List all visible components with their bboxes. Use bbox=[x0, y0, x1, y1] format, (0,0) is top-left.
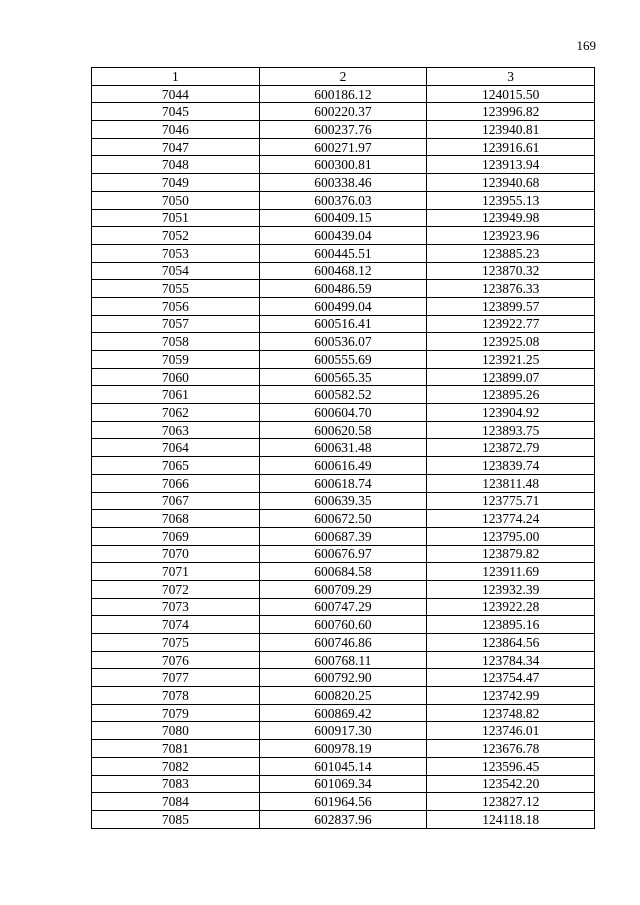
y-coordinate-cell: 123872.79 bbox=[427, 439, 595, 457]
y-coordinate-cell: 123676.78 bbox=[427, 740, 595, 758]
y-coordinate-cell: 123996.82 bbox=[427, 103, 595, 121]
point-number-cell: 7081 bbox=[92, 740, 260, 758]
point-number-cell: 7055 bbox=[92, 280, 260, 298]
point-number-cell: 7074 bbox=[92, 616, 260, 634]
x-coordinate-cell: 600760.60 bbox=[259, 616, 427, 634]
table-row bbox=[92, 121, 595, 139]
table-row bbox=[92, 634, 595, 652]
column-header-2: 2 bbox=[259, 68, 427, 86]
x-coordinate-cell: 600237.76 bbox=[259, 121, 427, 139]
y-coordinate-cell: 123596.45 bbox=[427, 757, 595, 775]
point-number-cell: 7078 bbox=[92, 687, 260, 705]
y-coordinate-cell: 123885.23 bbox=[427, 244, 595, 262]
y-coordinate-cell: 123893.75 bbox=[427, 421, 595, 439]
y-coordinate-cell: 123913.94 bbox=[427, 156, 595, 174]
y-coordinate-cell: 123864.56 bbox=[427, 634, 595, 652]
y-coordinate-cell: 123775.71 bbox=[427, 492, 595, 510]
point-number-cell: 7053 bbox=[92, 244, 260, 262]
y-coordinate-cell: 123922.28 bbox=[427, 598, 595, 616]
table-row bbox=[92, 616, 595, 634]
table-row bbox=[92, 368, 595, 386]
x-coordinate-cell: 600271.97 bbox=[259, 138, 427, 156]
x-coordinate-cell: 600618.74 bbox=[259, 474, 427, 492]
x-coordinate-cell: 600439.04 bbox=[259, 227, 427, 245]
table-row bbox=[92, 740, 595, 758]
x-coordinate-cell: 600186.12 bbox=[259, 85, 427, 103]
point-number-cell: 7054 bbox=[92, 262, 260, 280]
point-number-cell: 7044 bbox=[92, 85, 260, 103]
x-coordinate-cell: 600792.90 bbox=[259, 669, 427, 687]
point-number-cell: 7045 bbox=[92, 103, 260, 121]
y-coordinate-cell: 123895.26 bbox=[427, 386, 595, 404]
x-coordinate-cell: 600445.51 bbox=[259, 244, 427, 262]
x-coordinate-cell: 600620.58 bbox=[259, 421, 427, 439]
x-coordinate-cell: 600746.86 bbox=[259, 634, 427, 652]
point-number-cell: 7058 bbox=[92, 333, 260, 351]
page-number: 169 bbox=[576, 38, 596, 53]
table-row bbox=[92, 333, 595, 351]
table-row bbox=[92, 651, 595, 669]
point-number-cell: 7060 bbox=[92, 368, 260, 386]
table-row bbox=[92, 757, 595, 775]
x-coordinate-cell: 600687.39 bbox=[259, 527, 427, 545]
point-number-cell: 7075 bbox=[92, 634, 260, 652]
x-coordinate-cell: 600672.50 bbox=[259, 510, 427, 528]
x-coordinate-cell: 600917.30 bbox=[259, 722, 427, 740]
table-row bbox=[92, 85, 595, 103]
point-number-cell: 7072 bbox=[92, 580, 260, 598]
y-coordinate-cell: 123921.25 bbox=[427, 351, 595, 369]
point-number-cell: 7051 bbox=[92, 209, 260, 227]
y-coordinate-cell: 123916.61 bbox=[427, 138, 595, 156]
point-number-cell: 7059 bbox=[92, 351, 260, 369]
table-body bbox=[92, 85, 595, 828]
y-coordinate-cell: 123870.32 bbox=[427, 262, 595, 280]
table-row bbox=[92, 262, 595, 280]
table-row bbox=[92, 209, 595, 227]
table-row bbox=[92, 280, 595, 298]
y-coordinate-cell: 123879.82 bbox=[427, 545, 595, 563]
point-number-cell: 7068 bbox=[92, 510, 260, 528]
point-number-cell: 7071 bbox=[92, 563, 260, 581]
y-coordinate-cell: 124015.50 bbox=[427, 85, 595, 103]
point-number-cell: 7066 bbox=[92, 474, 260, 492]
y-coordinate-cell: 124118.18 bbox=[427, 810, 595, 828]
point-number-cell: 7048 bbox=[92, 156, 260, 174]
y-coordinate-cell: 123754.47 bbox=[427, 669, 595, 687]
y-coordinate-cell: 123748.82 bbox=[427, 704, 595, 722]
y-coordinate-cell: 123923.96 bbox=[427, 227, 595, 245]
x-coordinate-cell: 600516.41 bbox=[259, 315, 427, 333]
table-row bbox=[92, 297, 595, 315]
table-row bbox=[92, 810, 595, 828]
x-coordinate-cell: 600676.97 bbox=[259, 545, 427, 563]
y-coordinate-cell: 123827.12 bbox=[427, 793, 595, 811]
column-header-1: 1 bbox=[92, 68, 260, 86]
table-row bbox=[92, 138, 595, 156]
y-coordinate-cell: 123774.24 bbox=[427, 510, 595, 528]
y-coordinate-cell: 123839.74 bbox=[427, 457, 595, 475]
table-row bbox=[92, 474, 595, 492]
column-header-3: 3 bbox=[427, 68, 595, 86]
y-coordinate-cell: 123925.08 bbox=[427, 333, 595, 351]
point-number-cell: 7070 bbox=[92, 545, 260, 563]
point-number-cell: 7062 bbox=[92, 404, 260, 422]
table-row bbox=[92, 527, 595, 545]
x-coordinate-cell: 600820.25 bbox=[259, 687, 427, 705]
table-row bbox=[92, 492, 595, 510]
x-coordinate-cell: 600555.69 bbox=[259, 351, 427, 369]
point-number-cell: 7046 bbox=[92, 121, 260, 139]
y-coordinate-cell: 123542.20 bbox=[427, 775, 595, 793]
table-row bbox=[92, 439, 595, 457]
point-number-cell: 7084 bbox=[92, 793, 260, 811]
point-number-cell: 7082 bbox=[92, 757, 260, 775]
point-number-cell: 7079 bbox=[92, 704, 260, 722]
x-coordinate-cell: 600220.37 bbox=[259, 103, 427, 121]
table-row bbox=[92, 545, 595, 563]
x-coordinate-cell: 600604.70 bbox=[259, 404, 427, 422]
x-coordinate-cell: 600565.35 bbox=[259, 368, 427, 386]
coordinates-table bbox=[91, 67, 595, 829]
table-row bbox=[92, 421, 595, 439]
x-coordinate-cell: 600869.42 bbox=[259, 704, 427, 722]
y-coordinate-cell: 123904.92 bbox=[427, 404, 595, 422]
x-coordinate-cell: 600747.29 bbox=[259, 598, 427, 616]
y-coordinate-cell: 123899.57 bbox=[427, 297, 595, 315]
x-coordinate-cell: 601964.56 bbox=[259, 793, 427, 811]
point-number-cell: 7077 bbox=[92, 669, 260, 687]
point-number-cell: 7061 bbox=[92, 386, 260, 404]
y-coordinate-cell: 123911.69 bbox=[427, 563, 595, 581]
table-header bbox=[92, 68, 595, 86]
x-coordinate-cell: 600300.81 bbox=[259, 156, 427, 174]
x-coordinate-cell: 600338.46 bbox=[259, 174, 427, 192]
x-coordinate-cell: 600376.03 bbox=[259, 191, 427, 209]
point-number-cell: 7085 bbox=[92, 810, 260, 828]
y-coordinate-cell: 123940.68 bbox=[427, 174, 595, 192]
x-coordinate-cell: 600468.12 bbox=[259, 262, 427, 280]
table-row bbox=[92, 457, 595, 475]
x-coordinate-cell: 600582.52 bbox=[259, 386, 427, 404]
x-coordinate-cell: 600709.29 bbox=[259, 580, 427, 598]
table-row bbox=[92, 351, 595, 369]
table-row bbox=[92, 191, 595, 209]
y-coordinate-cell: 123742.99 bbox=[427, 687, 595, 705]
table-row bbox=[92, 669, 595, 687]
table-row bbox=[92, 722, 595, 740]
table-row bbox=[92, 174, 595, 192]
table-row bbox=[92, 510, 595, 528]
table-row bbox=[92, 598, 595, 616]
x-coordinate-cell: 600409.15 bbox=[259, 209, 427, 227]
point-number-cell: 7073 bbox=[92, 598, 260, 616]
point-number-cell: 7076 bbox=[92, 651, 260, 669]
x-coordinate-cell: 600639.35 bbox=[259, 492, 427, 510]
table-row bbox=[92, 227, 595, 245]
y-coordinate-cell: 123899.07 bbox=[427, 368, 595, 386]
x-coordinate-cell: 600536.07 bbox=[259, 333, 427, 351]
y-coordinate-cell: 123876.33 bbox=[427, 280, 595, 298]
y-coordinate-cell: 123940.81 bbox=[427, 121, 595, 139]
point-number-cell: 7067 bbox=[92, 492, 260, 510]
x-coordinate-cell: 600631.48 bbox=[259, 439, 427, 457]
x-coordinate-cell: 602837.96 bbox=[259, 810, 427, 828]
point-number-cell: 7064 bbox=[92, 439, 260, 457]
table-row bbox=[92, 156, 595, 174]
x-coordinate-cell: 600499.04 bbox=[259, 297, 427, 315]
y-coordinate-cell: 123955.13 bbox=[427, 191, 595, 209]
point-number-cell: 7065 bbox=[92, 457, 260, 475]
table-row bbox=[92, 704, 595, 722]
point-number-cell: 7049 bbox=[92, 174, 260, 192]
table-row bbox=[92, 563, 595, 581]
x-coordinate-cell: 600768.11 bbox=[259, 651, 427, 669]
y-coordinate-cell: 123746.01 bbox=[427, 722, 595, 740]
point-number-cell: 7047 bbox=[92, 138, 260, 156]
point-number-cell: 7080 bbox=[92, 722, 260, 740]
table-row bbox=[92, 687, 595, 705]
y-coordinate-cell: 123784.34 bbox=[427, 651, 595, 669]
x-coordinate-cell: 600486.59 bbox=[259, 280, 427, 298]
y-coordinate-cell: 123922.77 bbox=[427, 315, 595, 333]
x-coordinate-cell: 600684.58 bbox=[259, 563, 427, 581]
table-row bbox=[92, 404, 595, 422]
y-coordinate-cell: 123895.16 bbox=[427, 616, 595, 634]
table-row bbox=[92, 244, 595, 262]
point-number-cell: 7083 bbox=[92, 775, 260, 793]
x-coordinate-cell: 600978.19 bbox=[259, 740, 427, 758]
header-row bbox=[92, 68, 595, 86]
table-row bbox=[92, 315, 595, 333]
point-number-cell: 7056 bbox=[92, 297, 260, 315]
x-coordinate-cell: 601069.34 bbox=[259, 775, 427, 793]
x-coordinate-cell: 601045.14 bbox=[259, 757, 427, 775]
point-number-cell: 7052 bbox=[92, 227, 260, 245]
y-coordinate-cell: 123932.39 bbox=[427, 580, 595, 598]
table-row bbox=[92, 103, 595, 121]
point-number-cell: 7050 bbox=[92, 191, 260, 209]
point-number-cell: 7063 bbox=[92, 421, 260, 439]
table-row bbox=[92, 793, 595, 811]
table-row bbox=[92, 580, 595, 598]
y-coordinate-cell: 123949.98 bbox=[427, 209, 595, 227]
table-row bbox=[92, 386, 595, 404]
y-coordinate-cell: 123795.00 bbox=[427, 527, 595, 545]
table-row bbox=[92, 775, 595, 793]
x-coordinate-cell: 600616.49 bbox=[259, 457, 427, 475]
point-number-cell: 7069 bbox=[92, 527, 260, 545]
y-coordinate-cell: 123811.48 bbox=[427, 474, 595, 492]
point-number-cell: 7057 bbox=[92, 315, 260, 333]
